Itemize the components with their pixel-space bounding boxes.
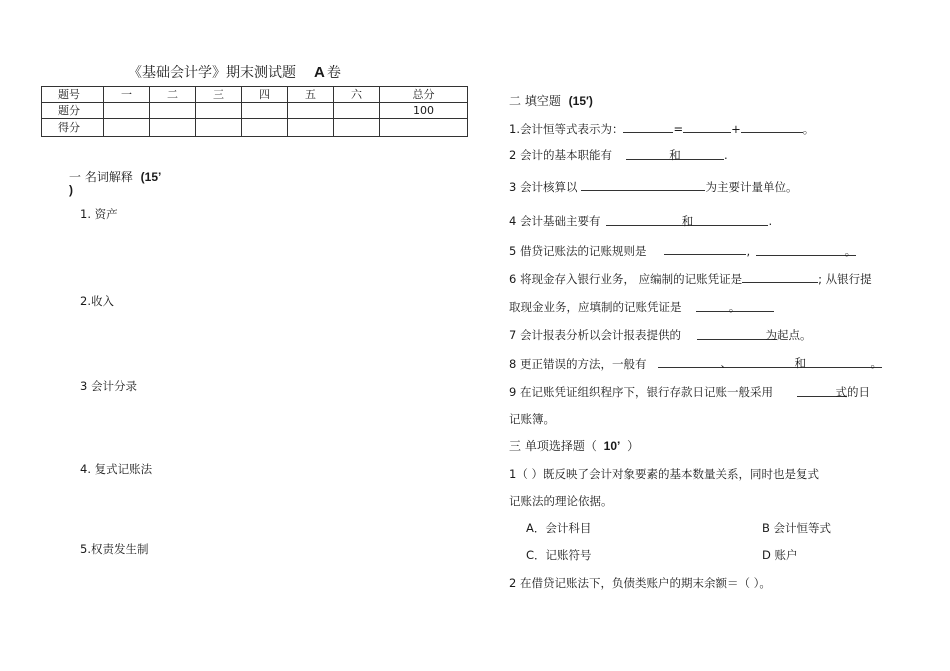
section-3-title: 三 单项选择题（ bbox=[509, 439, 597, 453]
question-text: 。 bbox=[844, 244, 857, 258]
section-3-heading bbox=[509, 437, 639, 454]
section-1-heading-close bbox=[69, 183, 73, 197]
question-text: 1.会计恒等式表示为： bbox=[509, 122, 624, 136]
header-cell: 四 bbox=[242, 87, 288, 103]
fill-question-9-cont: 记账簿。 bbox=[509, 412, 555, 426]
question-text: 和 bbox=[681, 214, 694, 228]
question-text: 和 bbox=[794, 356, 806, 370]
score-table-points-row bbox=[42, 103, 468, 119]
score-cell bbox=[288, 119, 334, 137]
score-cell bbox=[242, 103, 288, 119]
question-text: , bbox=[746, 244, 751, 258]
score-cell bbox=[196, 119, 242, 137]
answer-blank bbox=[581, 178, 705, 191]
question-text: . bbox=[768, 214, 773, 228]
row-label: 得分 bbox=[42, 119, 104, 137]
fill-question-7 bbox=[509, 327, 811, 343]
fill-question-6-cont bbox=[509, 299, 774, 315]
answer-blank bbox=[623, 120, 673, 133]
answer-blank bbox=[696, 299, 774, 312]
score-cell bbox=[150, 103, 196, 119]
score-cell bbox=[334, 103, 380, 119]
question-text: ; 从银行提 bbox=[818, 272, 872, 286]
header-cell: 五 bbox=[288, 87, 334, 103]
choice-question-1: 1（ ）既反映了会计对象要素的基本数量关系，同时也是复式 bbox=[509, 467, 819, 481]
score-cell bbox=[334, 119, 380, 137]
option-a: A．会计科目 bbox=[526, 521, 592, 535]
section-3-title-close: ） bbox=[627, 439, 640, 453]
term-item: 4. 复式记账法 bbox=[80, 462, 153, 476]
score-cell bbox=[150, 119, 196, 137]
score-table-header-row bbox=[42, 87, 468, 103]
section-2-title: 二 填空题 bbox=[509, 94, 561, 108]
question-text: 、 bbox=[720, 356, 732, 370]
row-label: 题分 bbox=[42, 103, 104, 119]
question-text: 6 将现金存入银行业务， 应编制的记账凭证是 bbox=[509, 272, 743, 286]
header-cell: 总分 bbox=[380, 87, 468, 103]
score-table bbox=[41, 86, 468, 137]
score-cell bbox=[288, 103, 334, 119]
question-text: 5 借贷记账法的记账规则是 bbox=[509, 244, 647, 258]
section-2-points: (15′) bbox=[568, 94, 593, 108]
question-text: + bbox=[731, 122, 741, 136]
answer-blank bbox=[697, 327, 777, 340]
answer-blank bbox=[683, 120, 731, 133]
answer-blank bbox=[756, 243, 856, 256]
answer-blank bbox=[797, 384, 847, 397]
fill-question-9 bbox=[509, 384, 870, 400]
fill-question-8 bbox=[509, 355, 882, 372]
section-1-title: 一 名词解释 bbox=[69, 170, 133, 184]
score-table-got-row bbox=[42, 119, 468, 137]
section-1-points: (15’ bbox=[140, 170, 162, 184]
fill-question-6 bbox=[509, 270, 872, 287]
score-cell bbox=[242, 119, 288, 137]
choice-question-2: 2 在借贷记账法下，负债类账户的期末余额＝（ ）。 bbox=[509, 576, 771, 590]
question-text: 起点。 bbox=[776, 328, 812, 342]
question-text: 为主要计量单位。 bbox=[705, 180, 798, 194]
header-cell: 六 bbox=[334, 87, 380, 103]
question-text: 3 会计核算以 bbox=[509, 180, 578, 194]
exam-paper-letter: A bbox=[314, 64, 325, 81]
term-item: 2.收入 bbox=[80, 294, 114, 308]
option-b: B 会计恒等式 bbox=[762, 521, 832, 535]
section-3-points: 10’ bbox=[603, 439, 621, 453]
section-1-heading-paren: ) bbox=[69, 183, 73, 197]
question-text: 取现金业务，应填制的记账凭证是 bbox=[509, 300, 682, 314]
fill-question-3 bbox=[509, 178, 797, 195]
question-text: 9 在记账凭证组织程序下，银行存款日记账一般采用 bbox=[509, 385, 773, 399]
answer-blank bbox=[626, 147, 724, 160]
header-cell: 二 bbox=[150, 87, 196, 103]
option-c: C．记账符号 bbox=[526, 548, 592, 562]
score-cell bbox=[104, 119, 150, 137]
question-text: 7 会计报表分析以会计报表提供的 bbox=[509, 328, 681, 342]
score-cell bbox=[104, 103, 150, 119]
fill-question-5 bbox=[509, 242, 856, 259]
fill-question-4 bbox=[509, 213, 772, 229]
choice-question-1-cont: 记账法的理论依据。 bbox=[509, 494, 613, 508]
question-text: . bbox=[723, 148, 728, 162]
question-text: 8 更正错误的方法，一般有 bbox=[509, 357, 647, 371]
answer-blank bbox=[658, 355, 882, 368]
term-item: 5.权责发生制 bbox=[80, 542, 149, 556]
header-cell: 一 bbox=[104, 87, 150, 103]
question-text: 。 bbox=[728, 300, 741, 314]
total-points-cell: 100 bbox=[380, 103, 468, 119]
section-1-heading bbox=[69, 168, 161, 185]
answer-blank bbox=[664, 242, 746, 255]
fill-question-2 bbox=[509, 147, 728, 163]
option-d: D 账户 bbox=[762, 548, 798, 562]
answer-blank bbox=[606, 213, 768, 226]
answer-blank bbox=[742, 270, 818, 283]
term-item: 1. 资产 bbox=[80, 207, 118, 221]
question-text: 和 bbox=[669, 148, 681, 162]
score-cell bbox=[380, 119, 468, 137]
exam-title-suffix: 卷 bbox=[326, 65, 341, 81]
fill-question-1 bbox=[509, 120, 814, 137]
header-cell: 题号 bbox=[42, 87, 104, 103]
question-text: 4 会计基础主要有 bbox=[509, 214, 601, 228]
question-text: 2 会计的基本职能有 bbox=[509, 148, 612, 162]
header-cell: 三 bbox=[196, 87, 242, 103]
question-text: 。 bbox=[802, 122, 815, 136]
question-text: 的日 bbox=[846, 385, 870, 399]
term-item: 3 会计分录 bbox=[80, 379, 137, 393]
question-text: 。 bbox=[870, 356, 882, 370]
question-text: 式 bbox=[835, 385, 847, 399]
question-text: = bbox=[673, 122, 684, 136]
question-text: 为 bbox=[765, 328, 777, 342]
section-2-heading bbox=[509, 92, 593, 109]
answer-blank bbox=[741, 120, 803, 133]
exam-title-text: 《基础会计学》期末测试题 bbox=[128, 65, 296, 81]
exam-title bbox=[128, 62, 341, 82]
score-cell bbox=[196, 103, 242, 119]
